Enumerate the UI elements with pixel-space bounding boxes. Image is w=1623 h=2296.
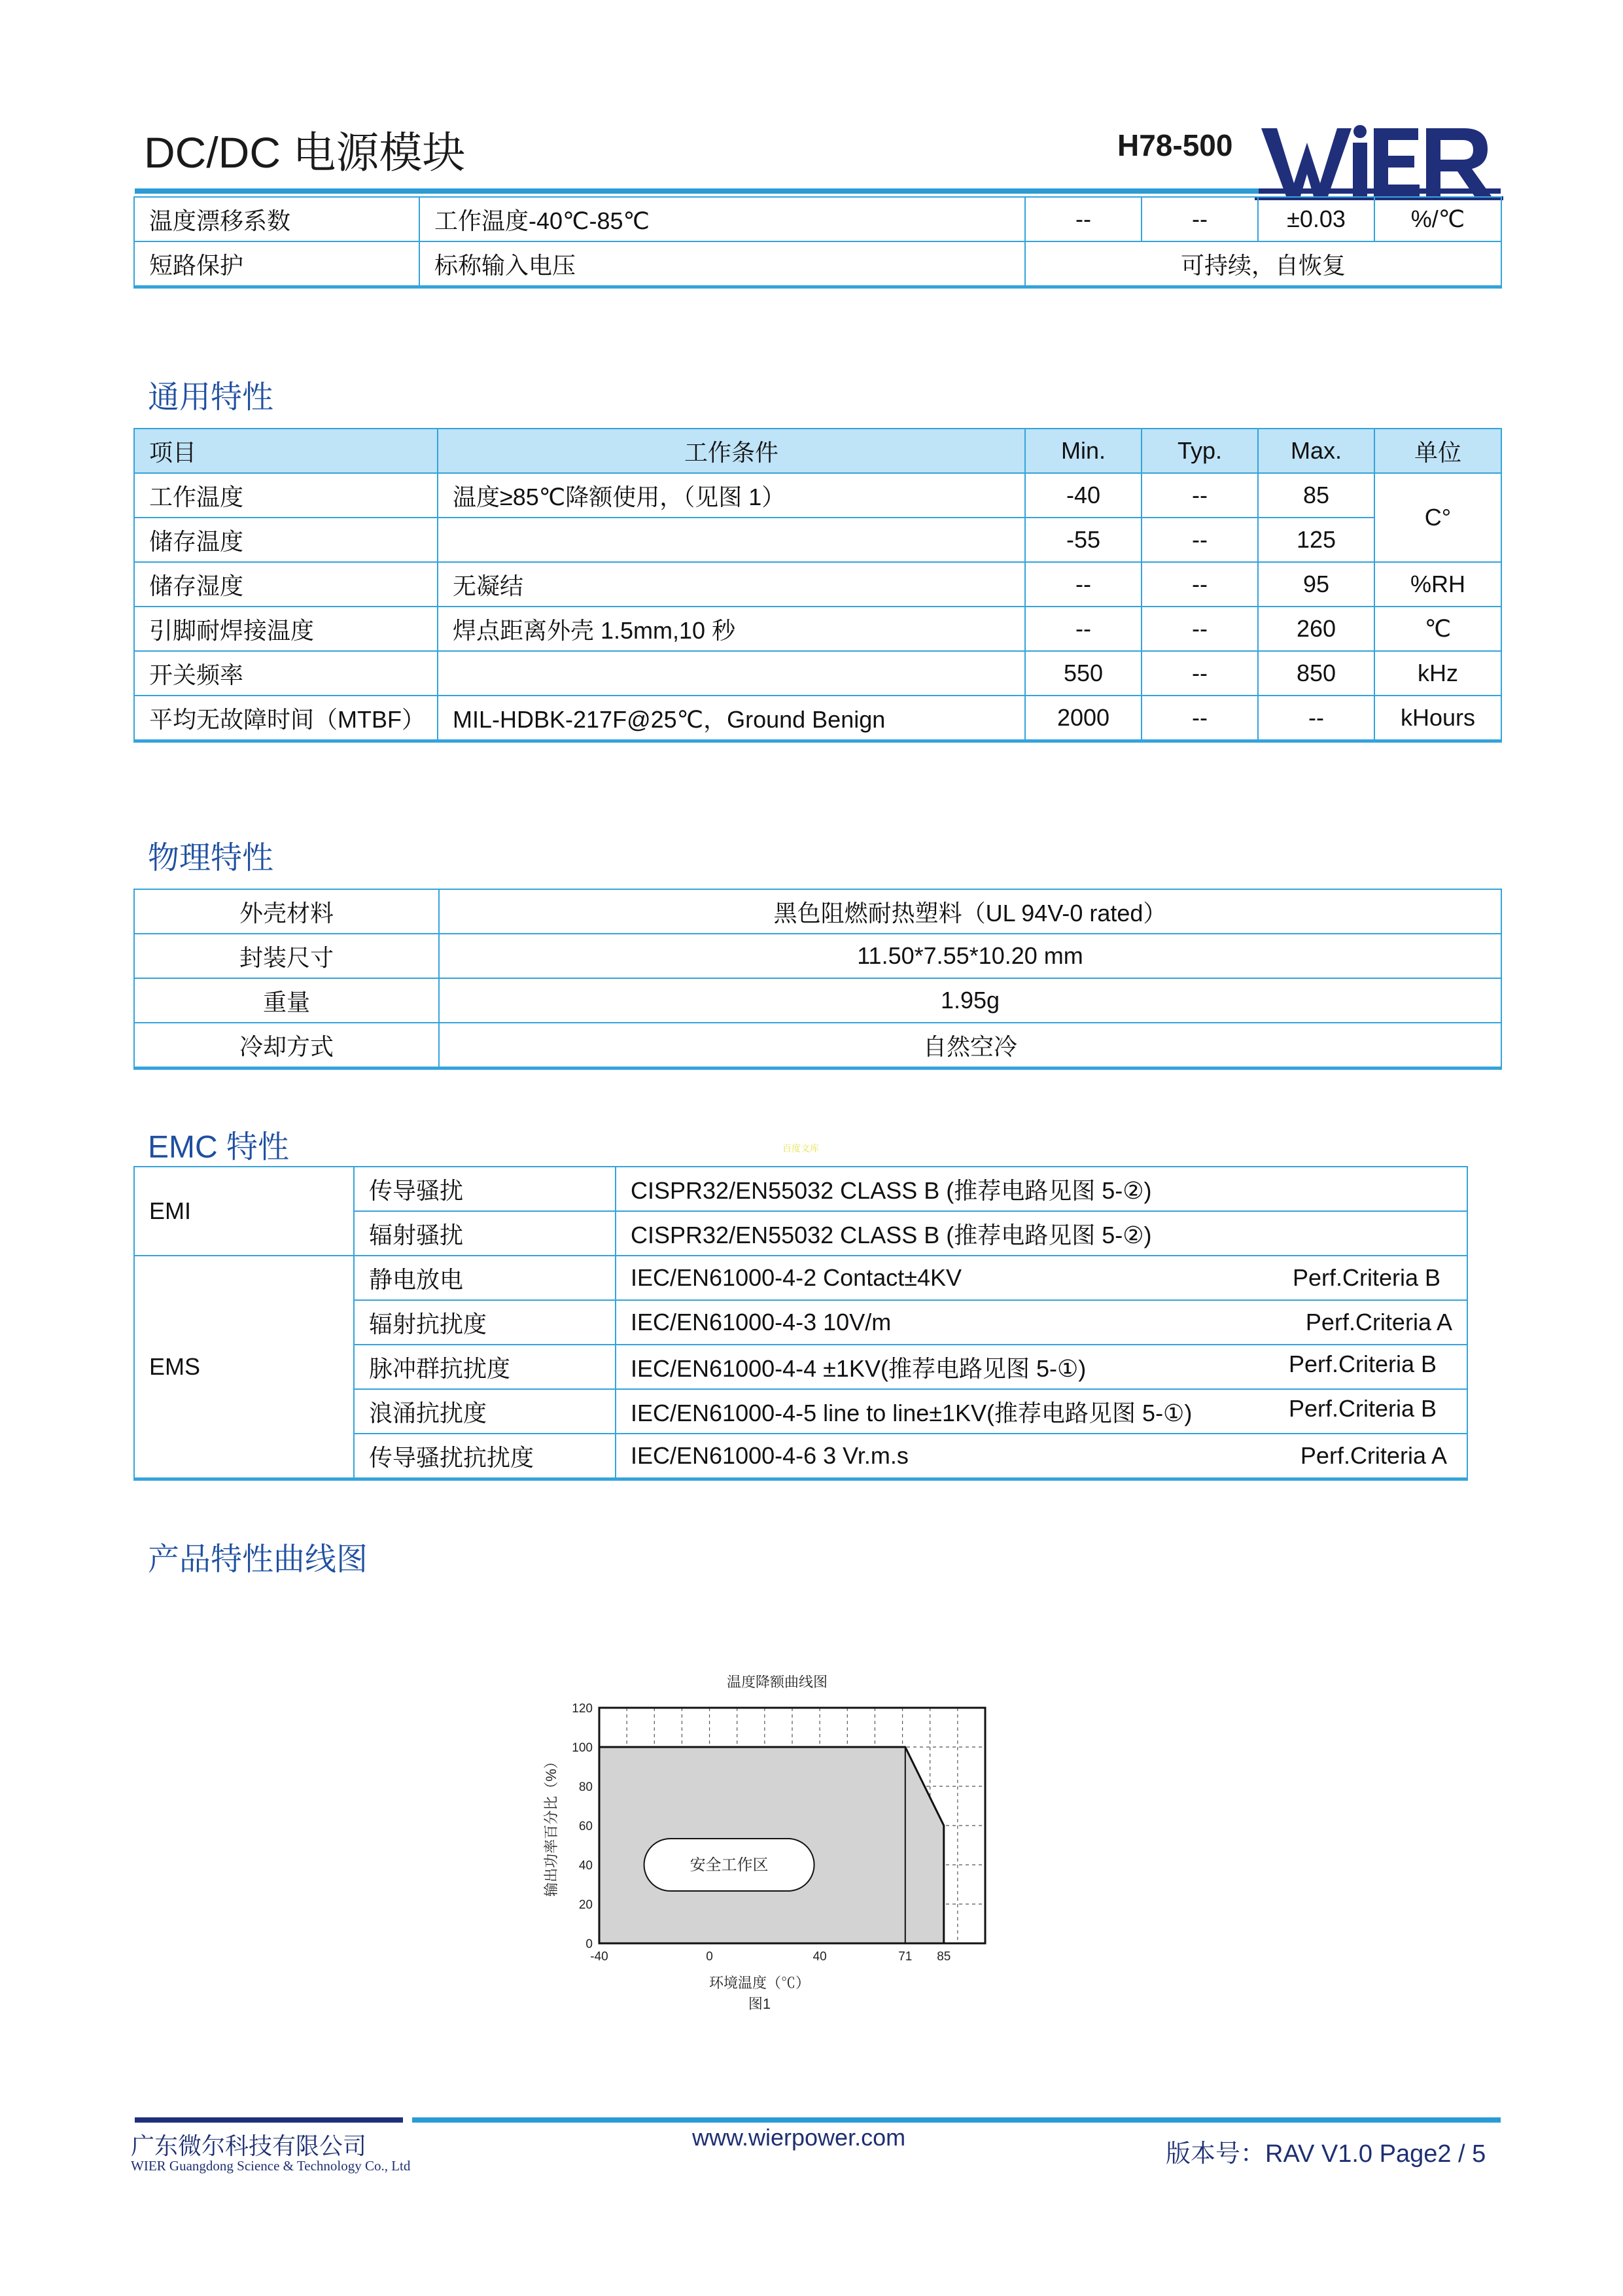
condition-cell: [438, 651, 1025, 696]
property-label: 外壳材料: [134, 889, 439, 934]
unit-cell: %RH: [1374, 562, 1501, 607]
test-standard: [616, 1300, 1467, 1345]
min-cell: --: [1025, 607, 1142, 651]
safe-area-label: 安全工作区: [689, 1856, 769, 1874]
header-rule-blue: [135, 188, 1259, 194]
table-row: [134, 978, 1501, 1023]
test-name: 浪涌抗扰度: [354, 1389, 616, 1434]
watermark: 百度文库: [782, 1143, 819, 1154]
derating-chart: [540, 1675, 998, 2028]
website-link[interactable]: www.wierpower.com: [692, 2124, 906, 2151]
test-standard-text: IEC/EN61000-4-2 Contact±4KV: [631, 1264, 962, 1291]
curve-section-title: 产品特性曲线图: [148, 1542, 368, 1577]
property-value: 自然空冷: [439, 1023, 1501, 1069]
version-page: 版本号：RAV V1.0 Page2 / 5: [1166, 2140, 1486, 2168]
table-row: [134, 651, 1501, 696]
col-header-unit: 单位: [1374, 429, 1501, 473]
y-tick-label: 0: [585, 1937, 593, 1951]
max-cell: 260: [1258, 607, 1374, 651]
y-tick-label: 20: [578, 1898, 593, 1912]
table-row: [134, 197, 1501, 241]
property-value: 11.50*7.55*10.20 mm: [439, 934, 1501, 978]
item-cell: 平均无故障时间（MTBF）: [134, 696, 438, 741]
test-standard: CISPR32/EN55032 CLASS B (推荐电路见图 5-②): [616, 1211, 1467, 1256]
item-cell: 工作温度: [134, 473, 438, 518]
typ-cell: --: [1142, 562, 1258, 607]
footer-rule-blue: [412, 2117, 1501, 2123]
condition-cell: 无凝结: [438, 562, 1025, 607]
value-cell: 可持续，自恢复: [1025, 241, 1501, 287]
condition-cell: [438, 518, 1025, 562]
test-standard: [616, 1345, 1467, 1389]
property-value: 黑色阻燃耐热塑料（UL 94V-0 rated）: [439, 889, 1501, 934]
test-standard: CISPR32/EN55032 CLASS B (推荐电路见图 5-②): [616, 1167, 1467, 1211]
test-name: 传导骚扰: [354, 1167, 616, 1211]
model-number: H78-500: [1117, 128, 1233, 162]
perf-criteria: Perf.Criteria B: [1292, 1264, 1440, 1291]
test-standard: [616, 1389, 1467, 1434]
y-tick-label: 80: [578, 1780, 593, 1794]
test-standard: [616, 1434, 1467, 1479]
test-name: 辐射骚扰: [354, 1211, 616, 1256]
table-row: [134, 889, 1501, 934]
x-tick-label: 71: [898, 1950, 913, 1964]
test-standard-text: IEC/EN61000-4-5 line to line±1KV(推荐电路见图 5-①): [631, 1399, 1193, 1426]
y-tick-label: 40: [578, 1859, 593, 1873]
item-cell: 引脚耐焊接温度: [134, 607, 438, 651]
test-standard-text: IEC/EN61000-4-3 10V/m: [631, 1309, 892, 1335]
test-standard-text: IEC/EN61000-4-4 ±1KV(推荐电路见图 5-①): [631, 1354, 1087, 1382]
min-cell: -55: [1025, 518, 1142, 562]
ems-label: EMS: [134, 1256, 354, 1479]
perf-criteria: Perf.Criteria A: [1300, 1442, 1447, 1469]
header-rule-navy: [1259, 188, 1501, 194]
y-tick-label: 120: [572, 1702, 593, 1716]
property-value: 1.95g: [439, 978, 1501, 1023]
condition-cell: 标称输入电压: [419, 241, 1025, 287]
max-cell: --: [1258, 696, 1374, 741]
property-label: 封装尺寸: [134, 934, 439, 978]
table-row: [134, 934, 1501, 978]
min-cell: --: [1025, 197, 1142, 241]
unit-cell: kHz: [1374, 651, 1501, 696]
y-tick-label: 60: [578, 1820, 593, 1833]
table-row: [134, 241, 1501, 287]
x-tick-label: 40: [812, 1950, 827, 1964]
table-row: [134, 1256, 1467, 1300]
typ-cell: --: [1142, 473, 1258, 518]
unit-cell: C°: [1374, 473, 1501, 562]
company-name: 广东微尔科技有限公司: [131, 2132, 367, 2159]
general-section-title: 通用特性: [148, 380, 274, 415]
table-row: [134, 696, 1501, 741]
x-tick-label: 85: [937, 1950, 951, 1964]
item-cell: 储存湿度: [134, 562, 438, 607]
footer-rule-navy: [135, 2117, 403, 2123]
table-row: [134, 607, 1501, 651]
emi-label: EMI: [134, 1167, 354, 1256]
table-row: [134, 518, 1501, 562]
test-name: 静电放电: [354, 1256, 616, 1300]
emc-section-title: EMC 特性: [148, 1130, 290, 1165]
chart-title: 温度降额曲线图: [726, 1675, 828, 1690]
item-cell: 开关频率: [134, 651, 438, 696]
continued-spec-table: [133, 196, 1502, 289]
property-label: 重量: [134, 978, 439, 1023]
col-header-max: Max.: [1258, 429, 1374, 473]
item-cell: 储存温度: [134, 518, 438, 562]
company-name-en: WIER Guangdong Science & Technology Co., Ltd: [131, 2158, 411, 2174]
condition-cell: 焊点距离外壳 1.5mm,10 秒: [438, 607, 1025, 651]
figure-caption: 图1: [748, 1996, 771, 2012]
perf-criteria: Perf.Criteria A: [1305, 1309, 1452, 1335]
table-header-row: [134, 429, 1501, 473]
physical-spec-table: [133, 889, 1502, 1070]
item-cell: 温度漂移系数: [134, 197, 419, 241]
condition-cell: 温度≥85℃降额使用，（见图 1）: [438, 473, 1025, 518]
col-header-item: 项目: [134, 429, 438, 473]
typ-cell: --: [1142, 607, 1258, 651]
col-header-condition: 工作条件: [438, 429, 1025, 473]
y-tick-label: 100: [572, 1741, 593, 1755]
table-row: [134, 562, 1501, 607]
max-cell: 85: [1258, 473, 1374, 518]
min-cell: --: [1025, 562, 1142, 607]
table-row: [134, 1023, 1501, 1069]
min-cell: -40: [1025, 473, 1142, 518]
x-tick-label: -40: [590, 1950, 608, 1964]
unit-cell: %/℃: [1374, 197, 1501, 241]
property-label: 冷却方式: [134, 1023, 439, 1069]
max-cell: 125: [1258, 518, 1374, 562]
min-cell: 2000: [1025, 696, 1142, 741]
test-standard: [616, 1256, 1467, 1300]
x-tick-label: 0: [706, 1950, 713, 1964]
table-row: [134, 1167, 1467, 1211]
x-axis-label: 环境温度（℃）: [708, 1975, 811, 1991]
physical-section-title: 物理特性: [148, 841, 274, 875]
condition-cell: MIL-HDBK-217F@25℃，Ground Benign: [438, 696, 1025, 741]
perf-criteria: Perf.Criteria B: [1288, 1350, 1437, 1377]
condition-cell: 工作温度-40℃-85℃: [419, 197, 1025, 241]
test-standard-text: IEC/EN61000-4-6 3 Vr.m.s: [631, 1442, 909, 1469]
typ-cell: --: [1142, 197, 1258, 241]
test-name: 脉冲群抗扰度: [354, 1345, 616, 1389]
y-axis-label: 输出功率百分比（%）: [543, 1754, 559, 1897]
max-cell: ±0.03: [1258, 197, 1374, 241]
test-name: 传导骚扰抗扰度: [354, 1434, 616, 1479]
item-cell: 短路保护: [134, 241, 419, 287]
test-name: 辐射抗扰度: [354, 1300, 616, 1345]
typ-cell: --: [1142, 518, 1258, 562]
col-header-min: Min.: [1025, 429, 1142, 473]
max-cell: 850: [1258, 651, 1374, 696]
table-row: [134, 473, 1501, 518]
general-spec-table: [133, 428, 1502, 743]
unit-cell: kHours: [1374, 696, 1501, 741]
typ-cell: --: [1142, 696, 1258, 741]
perf-criteria: Perf.Criteria B: [1288, 1394, 1437, 1422]
min-cell: 550: [1025, 651, 1142, 696]
page-title: DC/DC 电源模块: [144, 128, 466, 177]
unit-cell: ℃: [1374, 607, 1501, 651]
emc-spec-table: [133, 1166, 1468, 1481]
max-cell: 95: [1258, 562, 1374, 607]
col-header-typ: Typ.: [1142, 429, 1258, 473]
typ-cell: --: [1142, 651, 1258, 696]
